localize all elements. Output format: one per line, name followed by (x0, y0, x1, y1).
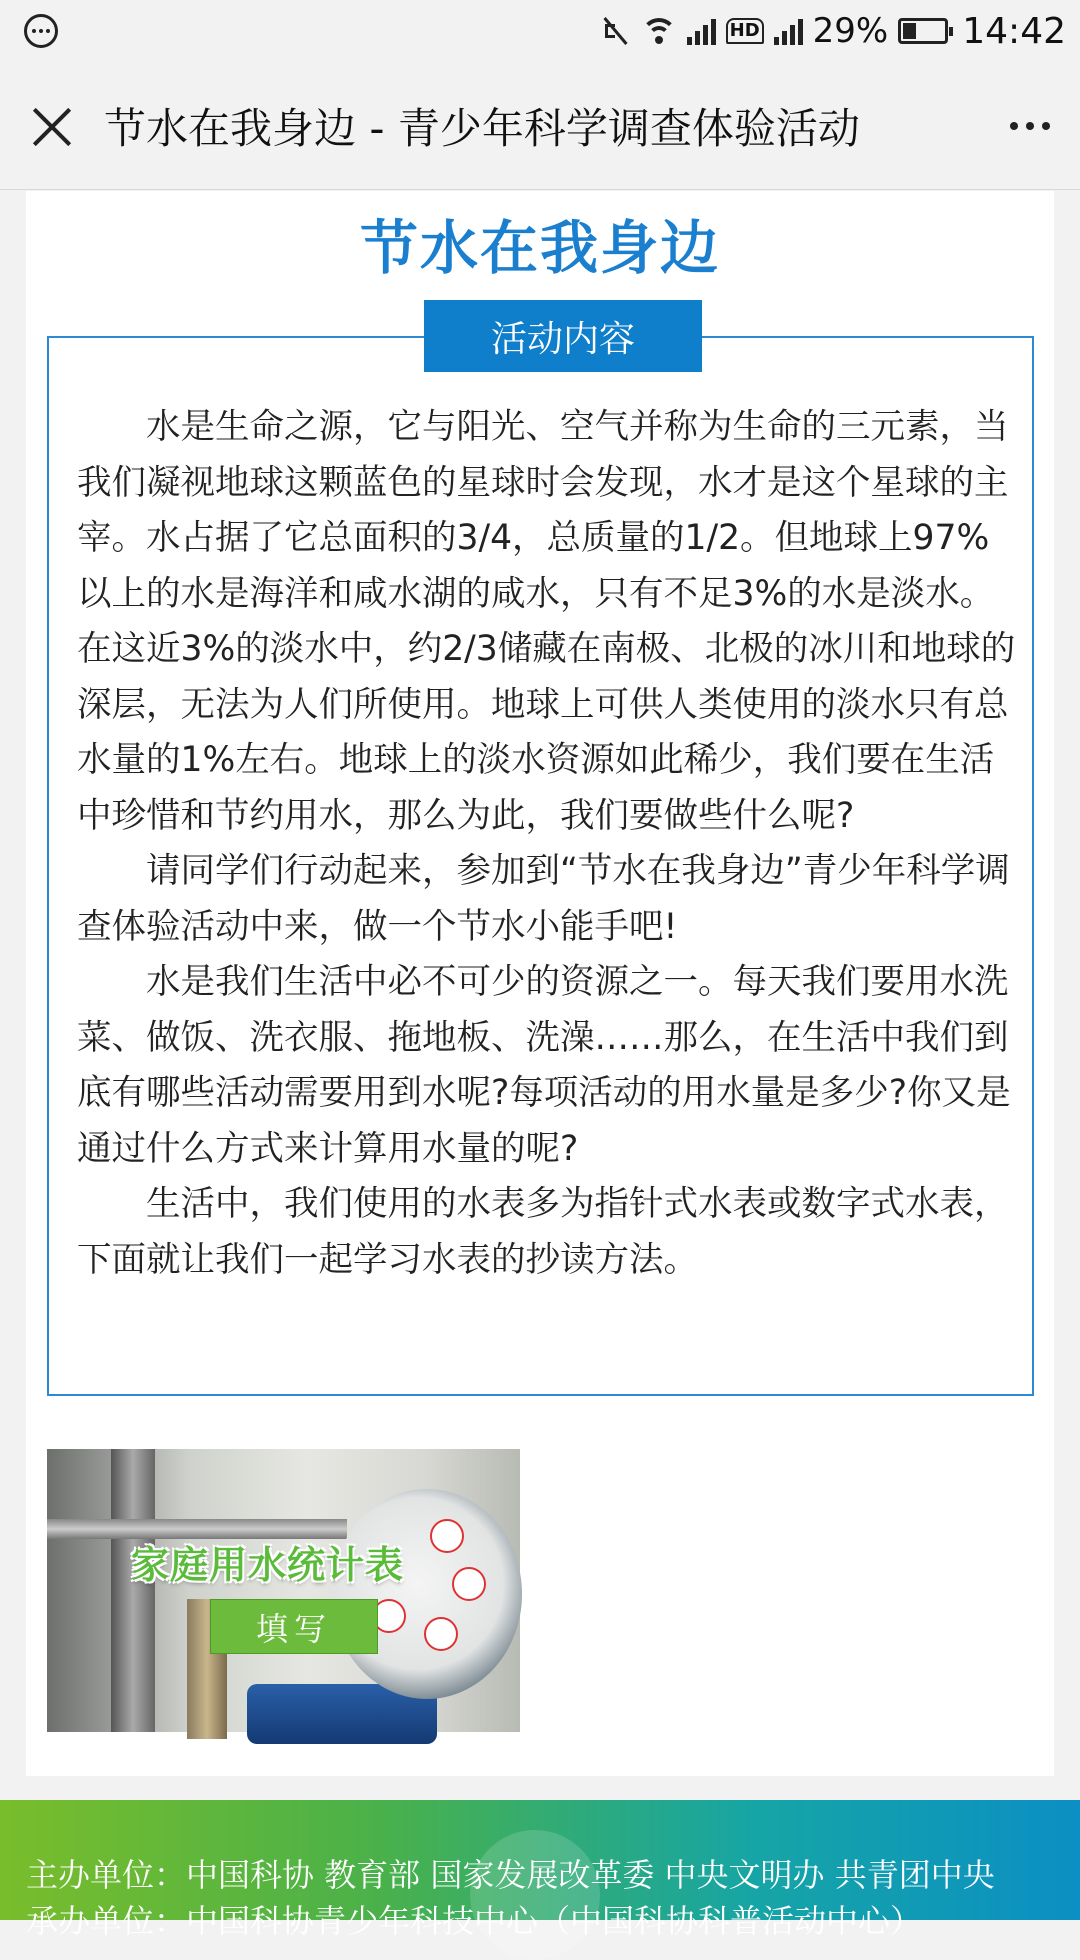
activity-content-box (47, 318, 1034, 1396)
paragraph: 水是生命之源，它与阳光、空气并称为生命的三元素，当我们凝视地球这颗蓝色的星球时会发现，水才是这个星球的主宰。水占据了它总面积的3/4，总质量的1/2。但地球上97%以上的水是海洋和咸水湖的咸水，只有不足3%的水是淡水。在这近3%的淡水中，约2/3储藏在南极、北极的冰川和地球的深层，无法为人们所使用。地球上可供人类使用的淡水只有总水量的1%左右。地球上的淡水资源如此稀少，我们要在生活中珍惜和节约用水，那么为此，我们要做些什么呢? (77, 407, 1016, 836)
fill-in-button[interactable]: 填写 (210, 1599, 378, 1654)
water-meter-image (332, 1489, 522, 1699)
signal-icon-2 (774, 17, 803, 45)
water-usage-banner[interactable] (47, 1449, 520, 1732)
footer-undertakers: 承办单位：中国科协青少年科技中心（中国科协科普活动中心） (26, 1902, 923, 1940)
paragraph: 水是我们生活中必不可少的资源之一。每天我们要用水洗菜、做饭、洗衣服、拖地板、洗澡……那么，在生活中我们到底有哪些活动需要用到水呢?每项活动的用水量是多少?你又是通过什么方式来计算用水量的呢? (77, 962, 1011, 1169)
more-button[interactable] (980, 62, 1080, 190)
more-icon (1010, 122, 1018, 130)
close-icon (32, 106, 72, 146)
title-bar (0, 62, 1080, 190)
article-text (77, 400, 1017, 1288)
paragraph: 生活中，我们使用的水表多为指针式水表或数字式水表，下面就让我们一起学习水表的抄读方法。 (77, 1184, 1009, 1280)
section-tab-activity-content: 活动内容 (424, 300, 702, 372)
content-card (26, 191, 1054, 1776)
footer-organizers: 主办单位：中国科协 教育部 国家发展改革委 中央文明办 共青团中央 (26, 1856, 995, 1894)
banner-title: 家庭用水统计表 (131, 1543, 405, 1587)
footer (0, 1800, 1080, 1940)
wifi-icon (641, 16, 677, 46)
battery-icon (898, 18, 948, 44)
chat-bubble-icon (24, 14, 58, 48)
page-title: 节水在我身边 - 青少年科学调查体验活动 (104, 103, 860, 153)
clock: 14:42 (962, 10, 1066, 52)
signal-icon (687, 17, 716, 45)
paragraph: 请同学们行动起来，参加到“节水在我身边”青少年科学调查体验活动中来，做一个节水小能手吧! (77, 851, 1010, 947)
battery-fill (903, 23, 916, 39)
close-button[interactable] (0, 62, 104, 190)
battery-percent: 29% (812, 11, 889, 51)
status-bar (0, 0, 1080, 62)
mute-icon (601, 16, 631, 46)
hd-signal-icon: HD (726, 18, 764, 44)
pipe-image (111, 1449, 155, 1732)
main-heading: 节水在我身边 (359, 214, 720, 282)
